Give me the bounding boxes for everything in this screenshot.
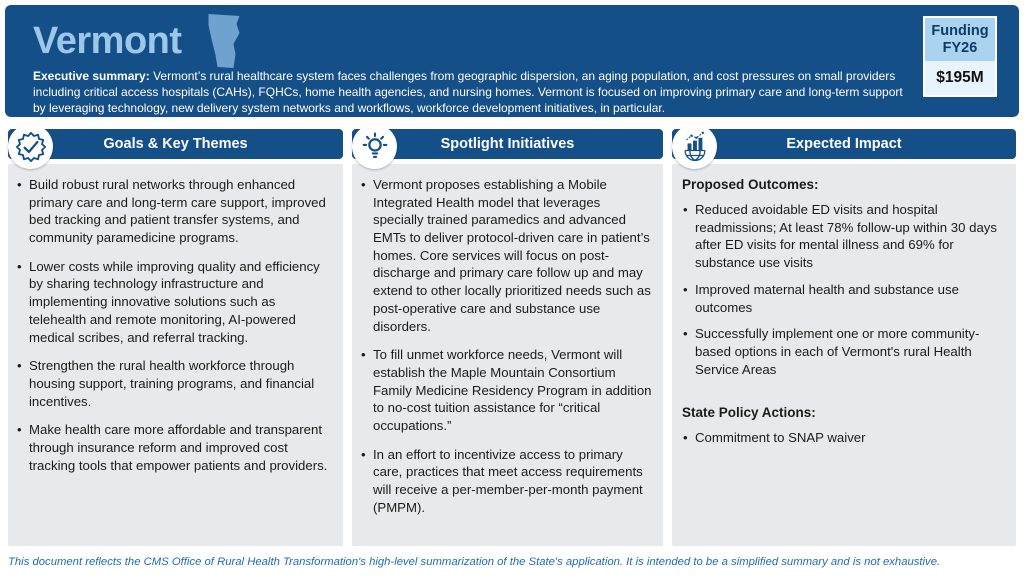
goals-bullet-list: [16, 176, 333, 474]
bullet-item: • Vermont proposes establishing a Mobile Integrated Health model that leverages specially trained paramedics and advanced EMTs to deliver protocol-driven care in patient’s homes. Core services will focus on post-discharge and primary care follow up and may extend to other locally prioritized needs such as post-operative care and substance use disorders.: [360, 176, 653, 335]
bullet-item: • Successfully implement one or more community-based options in each of Vermont's rural Health Service Areas: [682, 325, 1006, 378]
bullet-item: • Strengthen the rural health workforce through housing support, training programs, and financial incentives.: [16, 357, 333, 410]
column-goals: [8, 124, 343, 546]
lightbulb-icon: [352, 124, 397, 169]
funding-badge: [923, 16, 997, 97]
funding-label: Funding FY26: [925, 18, 995, 61]
growth-chart-icon: [672, 124, 717, 169]
column-title: Goals & Key Themes: [103, 136, 248, 152]
bullet-item: • To fill unmet workforce needs, Vermont will establish the Maple Mountain Consortium Family Medicine Residency Program in addition to no-cost tuition assistance for “critical occupations.”: [360, 346, 653, 434]
column-spotlight: [352, 124, 663, 546]
bullet-item: • Commitment to SNAP waiver: [682, 429, 1006, 447]
bullet-item: • Reduced avoidable ED visits and hospital readmissions; At least 78% follow-up within 30 days after ED visits for mental illness and 69% for substance use visits: [682, 201, 1006, 272]
executive-summary-label: Executive summary:: [33, 69, 150, 83]
impact-body: [672, 164, 1016, 546]
content-columns: [8, 124, 1016, 546]
state-policy-list: [682, 429, 1006, 447]
column-impact: [672, 124, 1016, 546]
header-banner: [5, 5, 1019, 117]
column-header-goals: [8, 129, 343, 159]
column-title: Expected Impact: [786, 136, 902, 152]
bullet-item: • Improved maternal health and substance use outcomes: [682, 281, 1006, 316]
column-header-impact: [672, 129, 1016, 159]
bullet-item: • Build robust rural networks through enhanced primary care and long-term care support, improved bed tracking and patient transfer systems, and community paramedicine programs.: [16, 176, 333, 247]
spotlight-bullet-list: [360, 176, 653, 516]
column-header-spotlight: [352, 129, 663, 159]
disclaimer-text: This document reflects the CMS Office of Rural Health Transformation's high-level summarization of the State's application. It is intended to be a simplified summary and is not exhaustive.: [8, 556, 941, 568]
page-title: Vermont: [33, 20, 182, 62]
state-policy-heading: State Policy Actions:: [682, 405, 816, 421]
spotlight-body: [352, 164, 663, 546]
check-seal-icon: [8, 124, 53, 169]
vermont-state-icon: [205, 13, 242, 69]
proposed-outcomes-heading: Proposed Outcomes:: [682, 177, 819, 192]
executive-summary-text: Vermont’s rural healthcare system faces challenges from geographic dispersion, an aging population, and cost pressures on small providers including critical access hospitals (CAHs), FQHCs, home health agencies, and nursing homes. Vermont is focused on improving primary care and long-term support by leveraging technology, new delivery system networks and workflows, workforce development initiatives, in particular.: [33, 69, 903, 115]
bullet-item: • In an effort to incentivize access to primary care, practices that meet access requirements will receive a per-member-per-month payment (PMPM).: [360, 446, 653, 517]
bullet-item: • Lower costs while improving quality and efficiency by sharing technology infrastructure and implementing innovative solutions such as telehealth and remote monitoring, AI-powered medical scribes, and referral tracking.: [16, 258, 333, 346]
proposed-outcomes-list: [682, 201, 1006, 378]
executive-summary: [33, 69, 918, 116]
funding-amount: $195M: [925, 61, 995, 95]
goals-body: [8, 164, 343, 546]
bullet-item: • Make health care more affordable and transparent through insurance reform and improved cost tracking tools that empower patients and providers.: [16, 421, 333, 474]
column-title: Spotlight Initiatives: [440, 136, 575, 152]
